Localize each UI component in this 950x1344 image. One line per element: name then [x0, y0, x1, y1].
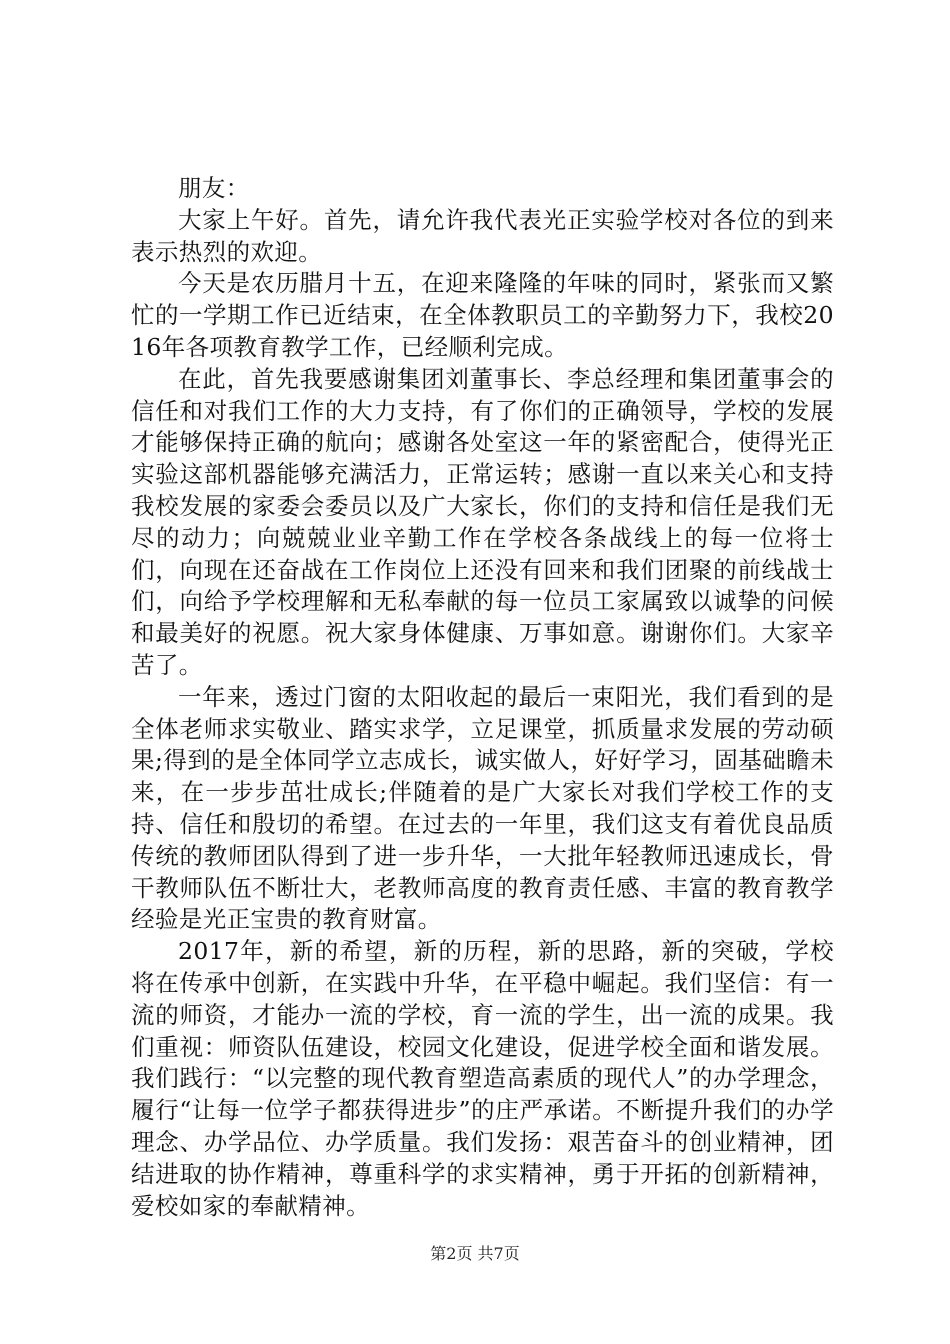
semester-summary-paragraph: 今天是农历腊月十五，在迎来隆隆的年味的同时，紧张而又繁忙的一学期工作已近结束，在全体教职员工的辛勤努力下，我校2016年各项教育教学工作，已经顺利完成。	[131, 269, 834, 361]
thanks-paragraph: 在此，首先我要感谢集团刘董事长、李总经理和集团董事会的信任和对我们工作的大力支持，有了你们的正确领导，学校的发展才能够保持正确的航向；感谢各处室这一年的紧密配合，使得光正实验这部机器能够充满活力，正常运转；感谢一直以来关心和支持我校发展的家委会委员以及广大家长，你们的支持和信任是我们无尽的动力；向兢兢业业辛勤工作在学校各条战线上的每一位将士们，向现在还奋战在工作岗位上还没有回来和我们团聚的前线战士们，向给予学校理解和无私奉献的每一位员工家属致以诚挚的问候和最美好的祝愿。祝大家身体健康、万事如意。谢谢你们。大家辛苦了。	[131, 364, 834, 679]
document-body	[131, 173, 834, 1222]
outlook-2017-paragraph: 2017年，新的希望，新的历程，新的思路，新的突破，学校将在传承中创新，在实践中升华，在平稳中崛起。我们坚信：有一流的师资，才能办一流的学校，育一流的学生，出一流的成果。我们重视：师资队伍建设，校园文化建设，促进学校全面和谐发展。我们践行：“以完整的现代教育塑造高素质的现代人”的办学理念，履行“让每一位学子都获得进步”的庄严承诺。不断提升我们的办学理念、办学品位、办学质量。我们发扬：艰苦奋斗的创业精神，团结进取的协作精神，尊重科学的求实精神，勇于开拓的创新精神，爱校如家的奉献精神。	[131, 937, 834, 1220]
year-review-paragraph: 一年来，透过门窗的太阳收起的最后一束阳光，我们看到的是全体老师求实敬业、踏实求学，立足课堂，抓质量求发展的劳动硕果;得到的是全体同学立志成长，诚实做人，好好学习，固基础瞻未来，在一步步茁壮成长;伴随着的是广大家长对我们学校工作的支持、信任和殷切的希望。在过去的一年里，我们这支有着优良品质传统的教师团队得到了进一步升华，一大批年轻教师迅速成长，骨干教师队伍不断壮大，老教师高度的教育责任感、丰富的教育教学经验是光正宝贵的教育财富。	[131, 682, 834, 934]
salutation-paragraph: 朋友：	[178, 174, 250, 202]
page-number-footer: 第2页 共7页	[430, 1244, 520, 1263]
greeting-paragraph: 大家上午好。首先，请允许我代表光正实验学校对各位的到来表示热烈的欢迎。	[131, 205, 834, 266]
